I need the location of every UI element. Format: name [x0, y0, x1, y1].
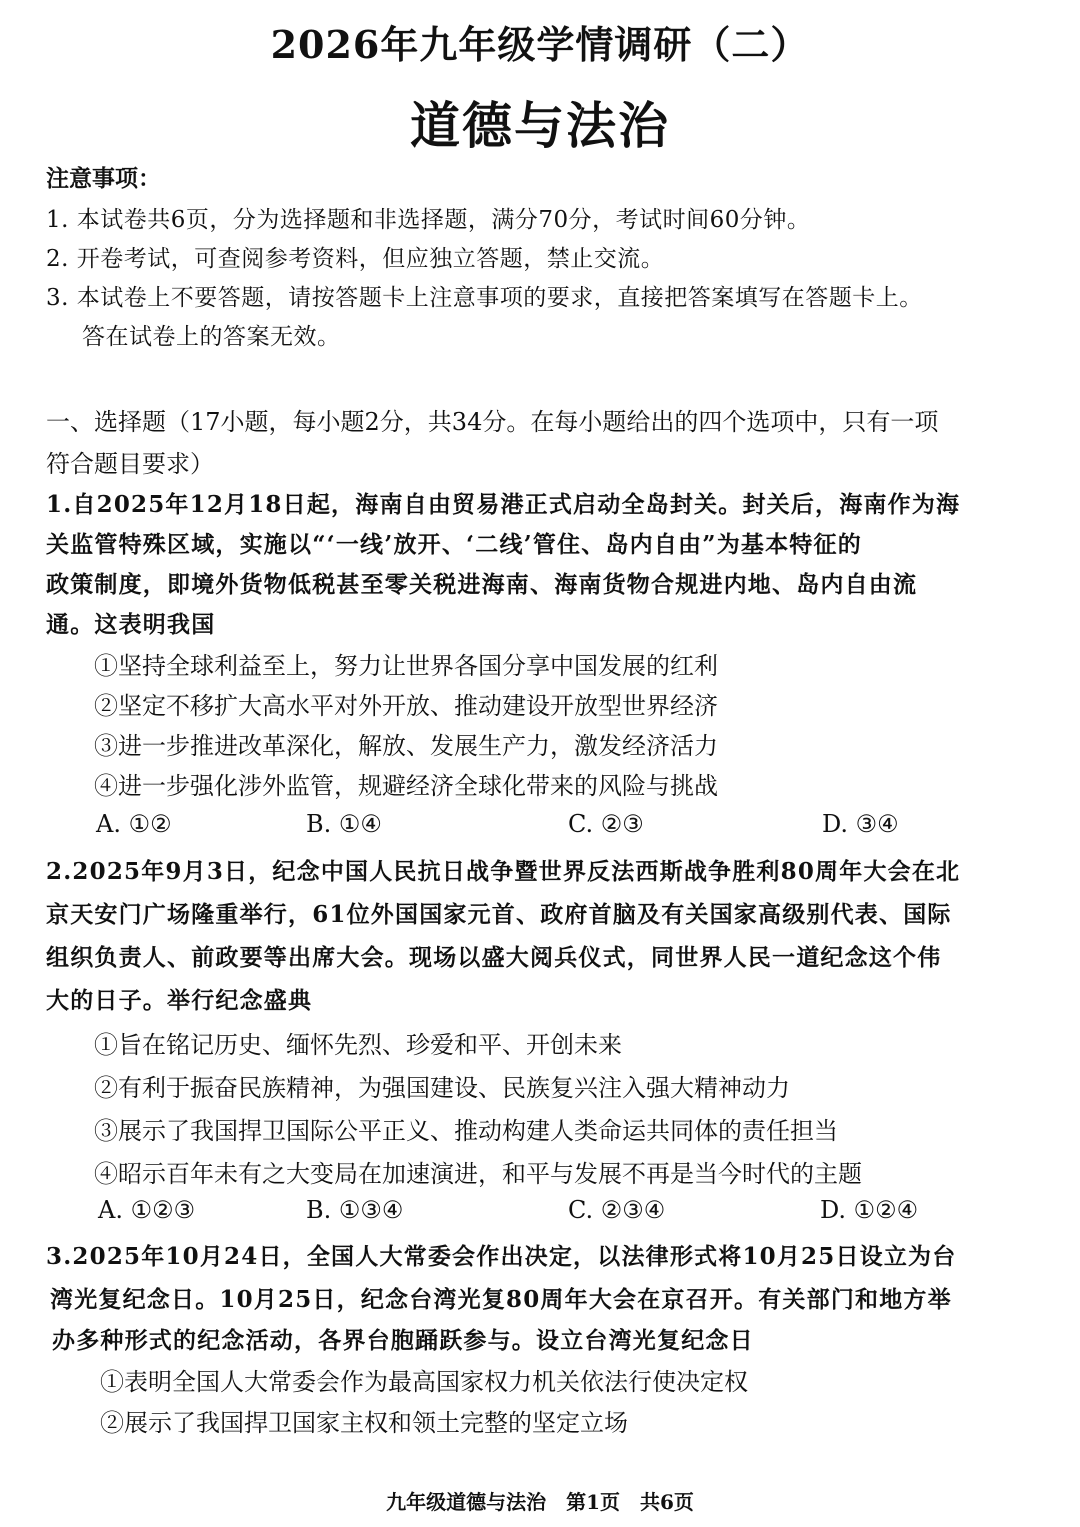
question-stem: 政策制度，即境外货物低税甚至零关税进海南、海南货物合规进内地、岛内自由流	[46, 571, 918, 598]
notice-heading: 注意事项：	[46, 165, 161, 192]
notice-item: 答在试卷上的答案无效。	[82, 324, 341, 350]
question-stem: 湾光复纪念日。10月25日，纪念台湾光复80周年大会在京召开。有关部门和地方举	[50, 1286, 952, 1313]
question-stem: 关监管特殊区域，实施以“‘一线’放开、‘二线’管住、岛内自由”为基本特征的	[46, 531, 862, 558]
question-option: ①表明全国人大常委会作为最高国家权力机关依法行使决定权	[100, 1368, 748, 1396]
question-stem: 办多种形式的纪念活动，各界台胞踊跃参与。设立台湾光复纪念日	[52, 1327, 754, 1354]
question-option: ②展示了我国捍卫国家主权和领土完整的坚定立场	[100, 1409, 628, 1437]
question-option: ①坚持全球利益至上，努力让世界各国分享中国发展的红利	[94, 652, 718, 680]
question-stem: 组织负责人、前政要等出席大会。现场以盛大阅兵仪式，同世界人民一道纪念这个伟	[46, 944, 942, 971]
section-heading: 符合题目要求）	[46, 450, 214, 478]
question-stem: 2.2025年9月3日，纪念中国人民抗日战争暨世界反法西斯战争胜利80周年大会在北	[46, 858, 961, 885]
answer-choice-b: B. ①④	[306, 810, 382, 838]
question-stem: 3.2025年10月24日，全国人大常委会作出决定，以法律形式将10月25日设立为台	[46, 1243, 957, 1270]
answer-choice-d: D. ③④	[822, 810, 899, 838]
question-option: ②有利于振奋民族精神，为强国建设、民族复兴注入强大精神动力	[94, 1074, 790, 1102]
question-stem: 京天安门广场隆重举行，61位外国国家元首、政府首脑及有关国家高级别代表、国际	[46, 901, 952, 928]
question-option: ③进一步推进改革深化，解放、发展生产力，激发经济活力	[94, 732, 718, 760]
answer-choice-b: B. ①③④	[306, 1196, 404, 1224]
page-footer: 九年级道德与法治 第1页 共6页	[386, 1490, 694, 1514]
question-stem: 1.自2025年12月18日起，海南自由贸易港正式启动全岛封关。封关后，海南作为海	[46, 491, 961, 518]
answer-choice-c: C. ②③	[568, 810, 644, 838]
answer-choice-a: A. ①②	[96, 810, 172, 838]
notice-item: 3. 本试卷上不要答题，请按答题卡上注意事项的要求，直接把答案填写在答题卡上。	[46, 285, 923, 311]
question-stem: 大的日子。举行纪念盛典	[46, 987, 313, 1014]
subject-title: 道德与法治	[410, 96, 670, 155]
exam-title: 2026年九年级学情调研（二）	[270, 22, 810, 67]
answer-choice-d: D. ①②④	[820, 1196, 919, 1224]
notice-item: 1. 本试卷共6页，分为选择题和非选择题，满分70分，考试时间60分钟。	[46, 207, 811, 233]
section-heading: 一、选择题（17小题，每小题2分，共34分。在每小题给出的四个选项中，只有一项	[46, 408, 939, 436]
question-option: ③展示了我国捍卫国际公平正义、推动构建人类命运共同体的责任担当	[94, 1117, 838, 1145]
question-stem: 通。这表明我国	[46, 611, 216, 638]
question-option: ④进一步强化涉外监管，规避经济全球化带来的风险与挑战	[94, 772, 718, 800]
answer-choice-c: C. ②③④	[568, 1196, 666, 1224]
question-option: ①旨在铭记历史、缅怀先烈、珍爱和平、开创未来	[94, 1031, 622, 1059]
answer-choice-a: A. ①②③	[98, 1196, 196, 1224]
notice-item: 2. 开卷考试，可查阅参考资料，但应独立答题，禁止交流。	[46, 246, 665, 272]
question-option: ④昭示百年未有之大变局在加速演进，和平与发展不再是当今时代的主题	[94, 1160, 862, 1188]
question-option: ②坚定不移扩大高水平对外开放、推动建设开放型世界经济	[94, 692, 718, 720]
